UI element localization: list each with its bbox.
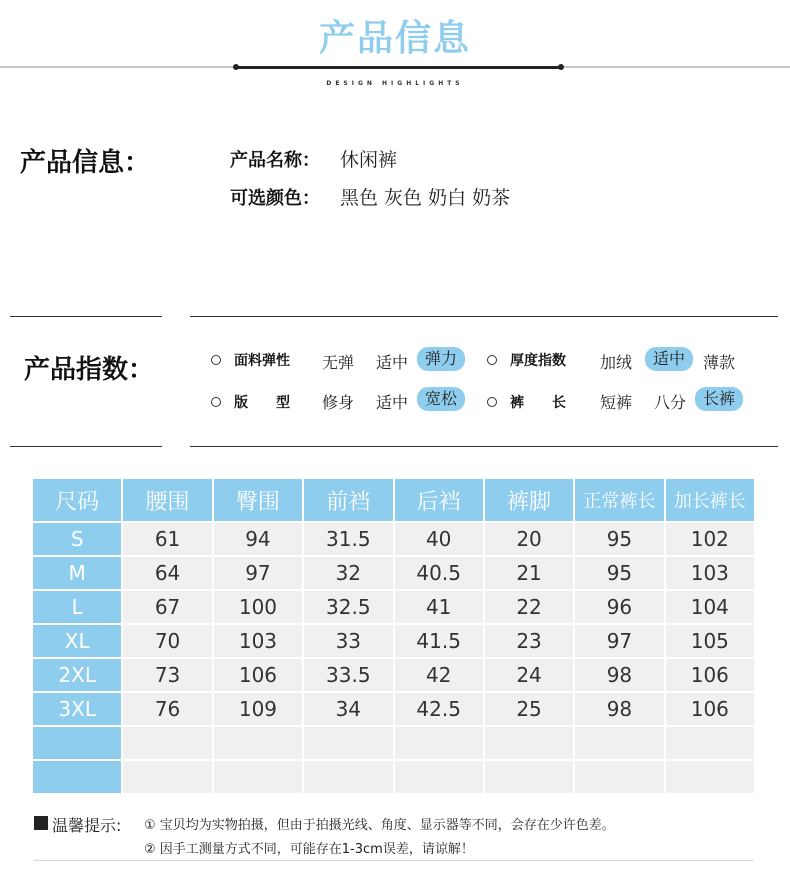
size-cell: [33, 761, 121, 793]
size-table: [31, 477, 756, 795]
table-row: [33, 693, 754, 725]
index-key-fit: 版 型: [234, 395, 290, 411]
index-divider-bottom-left: [10, 446, 162, 447]
index-option: 加绒: [600, 353, 633, 372]
header-cell: 正常裤长: [575, 479, 663, 521]
index-option-selected: 适中: [645, 347, 693, 371]
table-cell: 100: [214, 591, 302, 623]
table-cell: 41: [395, 591, 483, 623]
bullet-icon: [487, 397, 497, 407]
table-cell: 40.5: [395, 557, 483, 589]
page-title: 产品信息: [318, 18, 471, 59]
table-cell: 25: [485, 693, 573, 725]
table-cell: 32: [304, 557, 392, 589]
index-option-selected: 长裤: [695, 387, 743, 411]
table-cell: 61: [123, 523, 211, 555]
table-cell: 105: [666, 625, 754, 657]
index-option: 无弹: [322, 353, 355, 372]
table-cell: 70: [123, 625, 211, 657]
product-name-key: 产品名称：: [230, 150, 320, 171]
table-row-empty: [33, 727, 754, 759]
table-cell: 106: [666, 659, 754, 691]
index-divider-bottom-right: [190, 446, 778, 447]
size-cell: M: [33, 557, 121, 589]
index-option: 适中: [376, 393, 409, 412]
table-cell: 33.5: [304, 659, 392, 691]
header-cell: 臀围: [214, 479, 302, 521]
table-row: [33, 557, 754, 589]
square-bullet-icon: [34, 816, 48, 830]
table-cell: 106: [666, 693, 754, 725]
table-row: [33, 523, 754, 555]
table-cell: 95: [575, 523, 663, 555]
table-cell: 97: [575, 625, 663, 657]
table-cell: [214, 727, 302, 759]
table-row: [33, 625, 754, 657]
table-cell: 103: [214, 625, 302, 657]
table-cell: 41.5: [395, 625, 483, 657]
header-cell: 后裆: [395, 479, 483, 521]
tip-item: ① 宝贝均为实物拍摄，但由于拍摄光线、角度、显示器等不同，会存在少许色差。: [144, 818, 615, 833]
table-cell: 109: [214, 693, 302, 725]
bullet-icon: [487, 355, 497, 365]
index-option: 短裤: [600, 393, 633, 412]
bullet-icon: [211, 397, 221, 407]
index-section-label: 产品指数：: [24, 355, 155, 385]
header-cell: 加长裤长: [666, 479, 754, 521]
table-cell: 23: [485, 625, 573, 657]
table-cell: [395, 727, 483, 759]
table-cell: 32.5: [304, 591, 392, 623]
table-cell: [575, 727, 663, 759]
footer-divider: [34, 860, 754, 861]
table-cell: 104: [666, 591, 754, 623]
table-cell: 73: [123, 659, 211, 691]
size-cell: [33, 727, 121, 759]
table-cell: 42: [395, 659, 483, 691]
table-cell: [485, 727, 573, 759]
header-cell: 前裆: [304, 479, 392, 521]
index-option: 修身: [322, 393, 355, 412]
table-cell: [123, 761, 211, 793]
info-section-label: 产品信息：: [20, 148, 151, 178]
table-row-empty: [33, 761, 754, 793]
size-cell: S: [33, 523, 121, 555]
table-cell: [123, 727, 211, 759]
product-name-value: 休闲裤: [340, 149, 398, 171]
index-key-thickness: 厚度指数: [510, 353, 566, 369]
size-cell: L: [33, 591, 121, 623]
table-cell: [666, 727, 754, 759]
header-cell: 尺码: [33, 479, 121, 521]
table-cell: [304, 727, 392, 759]
header-cell: 腰围: [123, 479, 211, 521]
table-cell: 76: [123, 693, 211, 725]
tip-item: ② 因手工测量方式不同，可能存在1-3cm误差，请谅解！: [144, 842, 474, 857]
bullet-icon: [211, 355, 221, 365]
table-cell: [666, 761, 754, 793]
table-cell: 106: [214, 659, 302, 691]
table-cell: 20: [485, 523, 573, 555]
table-cell: 64: [123, 557, 211, 589]
table-cell: 67: [123, 591, 211, 623]
table-cell: 40: [395, 523, 483, 555]
table-cell: 95: [575, 557, 663, 589]
header-cell: 裤脚: [485, 479, 573, 521]
decorative-dot-left: [233, 64, 239, 70]
table-cell: 102: [666, 523, 754, 555]
decorative-dot-right: [558, 64, 564, 70]
table-cell: 33: [304, 625, 392, 657]
table-cell: 24: [485, 659, 573, 691]
decorative-line: [236, 66, 562, 69]
color-options-key: 可选颜色：: [230, 188, 320, 209]
size-table-header: [33, 479, 754, 521]
index-option: 适中: [376, 353, 409, 372]
size-cell: 3XL: [33, 693, 121, 725]
size-cell: XL: [33, 625, 121, 657]
table-cell: [214, 761, 302, 793]
table-row: [33, 659, 754, 691]
index-key-length: 裤 长: [510, 395, 566, 411]
table-cell: [575, 761, 663, 793]
table-cell: 94: [214, 523, 302, 555]
color-options-value: 黑色 灰色 奶白 奶茶: [340, 187, 511, 209]
table-cell: [485, 761, 573, 793]
table-row: [33, 591, 754, 623]
table-cell: 98: [575, 659, 663, 691]
tips-label: 温馨提示:: [52, 816, 122, 835]
index-option: 八分: [654, 393, 687, 412]
table-cell: 21: [485, 557, 573, 589]
table-cell: 97: [214, 557, 302, 589]
table-cell: 22: [485, 591, 573, 623]
index-option-selected: 弹力: [417, 347, 465, 371]
index-key-elasticity: 面料弹性: [234, 353, 290, 369]
table-cell: 31.5: [304, 523, 392, 555]
table-cell: 96: [575, 591, 663, 623]
page-subtitle: DESIGN HIGHLIGHTS: [326, 80, 464, 87]
table-cell: 34: [304, 693, 392, 725]
index-option: 薄款: [703, 353, 736, 372]
table-cell: [395, 761, 483, 793]
index-divider-top-right: [190, 316, 778, 317]
index-option-selected: 宽松: [417, 387, 465, 411]
table-cell: 42.5: [395, 693, 483, 725]
size-cell: 2XL: [33, 659, 121, 691]
table-cell: 103: [666, 557, 754, 589]
table-cell: 98: [575, 693, 663, 725]
table-cell: [304, 761, 392, 793]
index-divider-top-left: [10, 316, 162, 317]
